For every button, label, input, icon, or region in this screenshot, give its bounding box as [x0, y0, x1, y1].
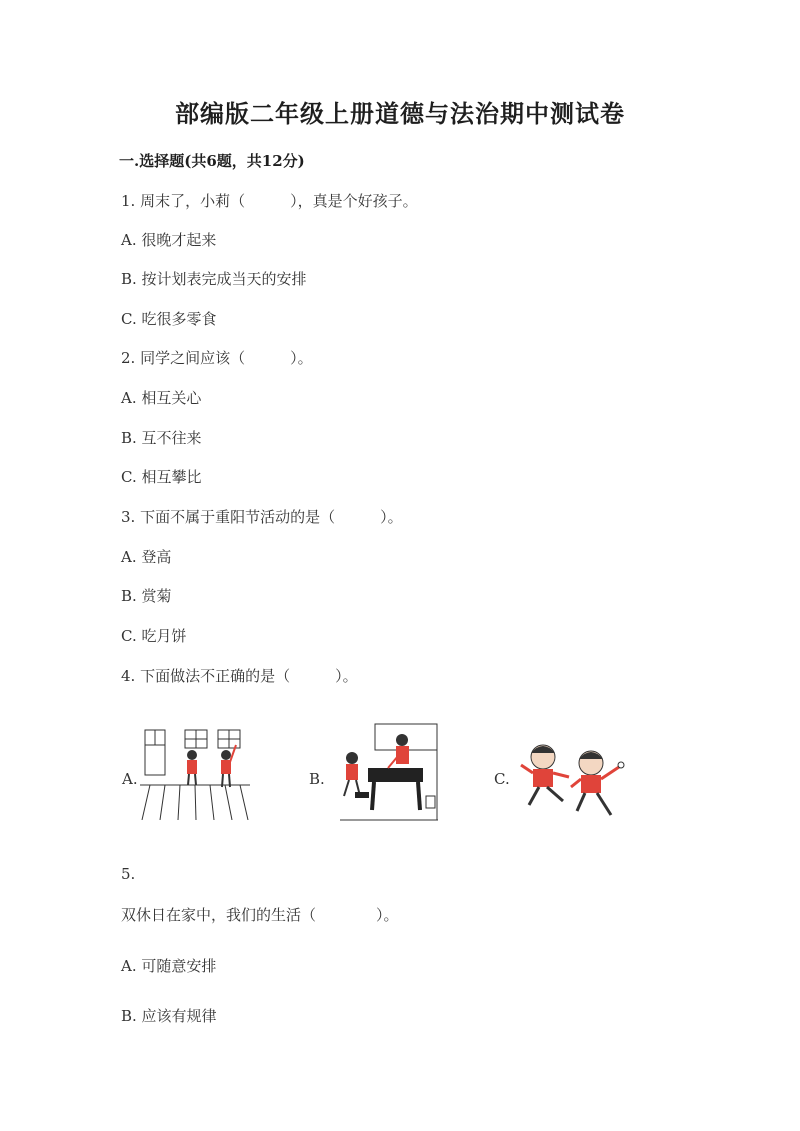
- question-3-option-b: B. 赏菊: [121, 587, 172, 605]
- question-2-stem: 2. 同学之间应该（ ）。: [121, 349, 313, 367]
- question-4-option-b-label: B.: [309, 770, 325, 788]
- page-title: 部编版二年级上册道德与法治期中测试卷: [175, 99, 625, 128]
- question-1-stem: 1. 周末了，小莉（ ），真是个好孩子。: [121, 192, 418, 210]
- question-1-option-a: A. 很晚才起来: [121, 231, 217, 249]
- children-cleaning-desk-illustration: [330, 720, 440, 822]
- question-2-option-c: C. 相互攀比: [121, 468, 202, 486]
- question-1-option-b: B. 按计划表完成当天的安排: [121, 270, 307, 288]
- section-heading: 一.选择题(共6题，共12分): [119, 152, 305, 170]
- question-1-option-c: C. 吃很多零食: [121, 310, 217, 328]
- question-3-option-c: C. 吃月饼: [121, 627, 187, 645]
- question-5-number: 5.: [121, 865, 136, 883]
- question-5-option-a: A. 可随意安排: [121, 957, 217, 975]
- question-3-option-a: A. 登高: [121, 548, 172, 566]
- question-3-stem: 3. 下面不属于重阳节活动的是（ ）。: [121, 508, 403, 526]
- question-5-stem: 双休日在家中，我们的生活（ ）。: [121, 906, 399, 924]
- question-2-option-a: A. 相互关心: [121, 389, 202, 407]
- question-2-option-b: B. 互不往来: [121, 429, 202, 447]
- question-4-option-c-label: C.: [494, 770, 510, 788]
- children-fighting-illustration: [515, 735, 630, 820]
- question-5-option-b: B. 应该有规律: [121, 1007, 217, 1025]
- question-4-stem: 4. 下面做法不正确的是（ ）。: [121, 667, 358, 685]
- children-at-windows-illustration: [140, 725, 250, 820]
- question-4-option-a-label: A.: [122, 770, 138, 788]
